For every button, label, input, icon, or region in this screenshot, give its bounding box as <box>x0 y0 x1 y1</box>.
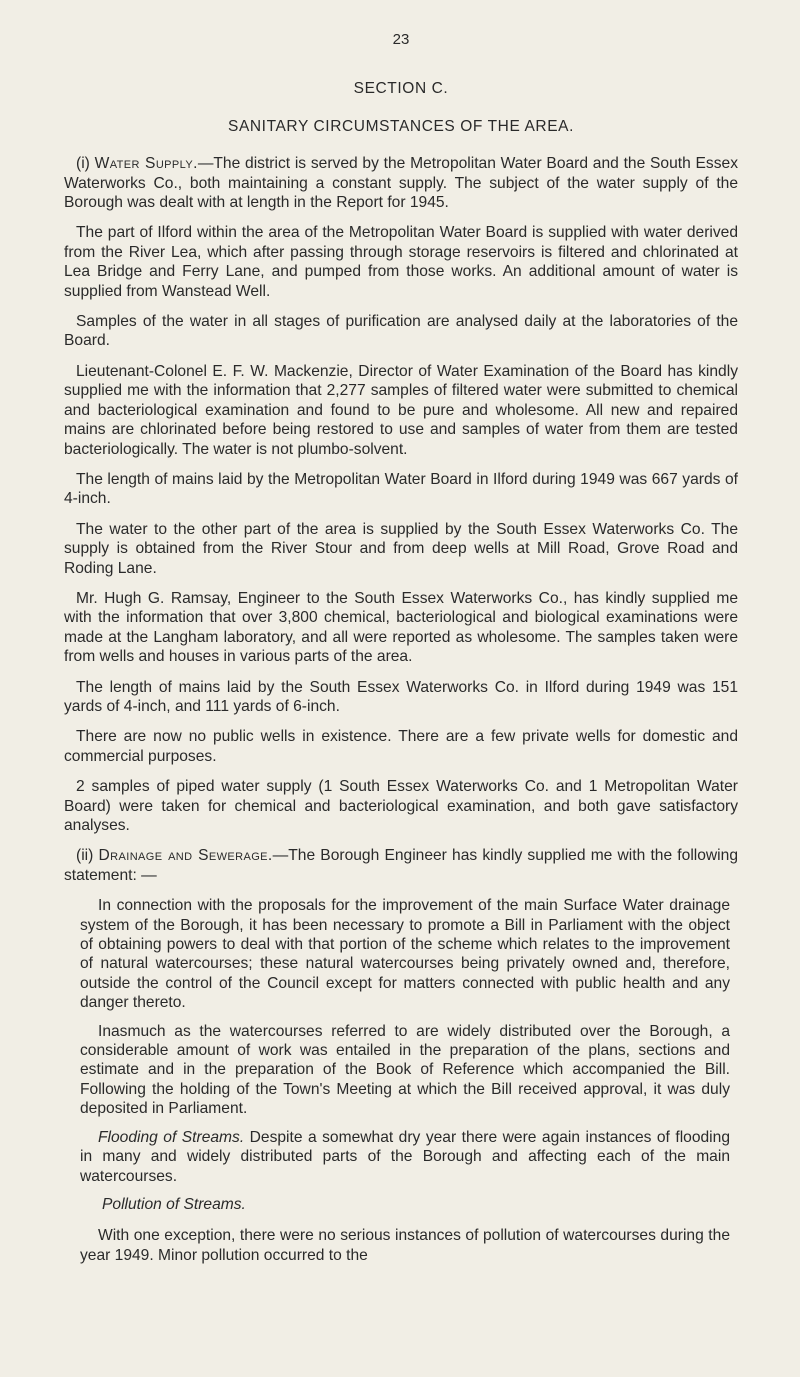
body-paragraph: The length of mains laid by the Metropolitan Water Board in Ilford during 1949 was 667 yards of 4-inch. <box>64 470 738 508</box>
drainage-lead-paragraph <box>64 846 738 885</box>
body-paragraph: There are now no public wells in existence. There are a few private wells for domestic and commercial purposes. <box>64 728 738 765</box>
water-supply-marker: (i) <box>76 155 90 173</box>
flooding-paragraph <box>80 1128 730 1186</box>
flooding-text: Despite a somewhat dry year there were again instances of flooding in many and widely distributed parts of the Borough and affecting each of the main watercourses. <box>80 1128 730 1185</box>
water-supply-lead-text: —The district is served by the Metropolitan Water Board and the South Essex Waterworks Co., both maintaining a constant supply. The subject of the water supply of the Borough was dealt with at length in the Report for 1945. <box>64 155 738 212</box>
body-paragraph: The part of Ilford within the area of the Metropolitan Water Board is supplied with water derived from the River Lea, which after passing through storage reservoirs is filtered and chlorinated at Lea Bridge and Ferry Lane, and pumped from those works. An additional amount of water is supplied from Wanstead Well. <box>64 224 738 300</box>
drainage-lead-text: —The Borough Engineer has kindly supplied me with the following statement: — <box>64 847 738 884</box>
page-number: 23 <box>392 31 410 48</box>
body-paragraph: Lieutenant-Colonel E. F. W. Mackenzie, Director of Water Examination of the Board has kindly supplied me with the information that 2,277 samples of filtered water were submitted to chemical and bacteriological examination and found to be pure and wholesome. All new and repaired mains are chlorinated before being restored to use and samples of water from them are tested bacteriologically. The water is not plumbo-solvent. <box>64 362 738 458</box>
pollution-heading: Pollution of Streams. <box>102 1195 246 1213</box>
body-paragraph: Mr. Hugh G. Ramsay, Engineer to the South Essex Waterworks Co., has kindly supplied me with the information that over 3,800 chemical, bacteriological and biological examinations were made at the Langham laboratory, and all were reported as wholesome. The samples taken were from wells and houses in various parts of the area. <box>64 589 738 666</box>
quoted-paragraph: Inasmuch as the watercourses referred to are widely distributed over the Borough, a considerable amount of work was entailed in the preparation of the plans, sections and estimate and in the preparation of the Book of Reference which accompanied the Bill. Following the holding of the Town's Meeting at which the Bill received approval, it was duly deposited in Parliament. <box>80 1022 730 1118</box>
pollution-paragraph: With one exception, there were no serious instances of pollution of watercourses during the year 1949. Minor pollution occurred to the <box>80 1227 730 1264</box>
body-paragraph: The length of mains laid by the South Essex Waterworks Co. in Ilford during 1949 was 151 yards of 4-inch, and 111 yards of 6-inch. <box>64 678 738 715</box>
body-paragraph: 2 samples of piped water supply (1 South Essex Waterworks Co. and 1 Metropolitan Water Board) were taken for chemical and bacteriological examination, and both gave satisfactory analyses. <box>64 778 738 834</box>
flooding-heading: Flooding of Streams. <box>98 1128 245 1146</box>
section-title: SANITARY CIRCUMSTANCES OF THE AREA. <box>228 117 574 135</box>
body-paragraph: The water to the other part of the area is supplied by the South Essex Waterworks Co. The supply is obtained from the River Stour and from deep wells at Mill Road, Grove Road and Roding Lane. <box>64 520 738 577</box>
water-supply-lead-paragraph <box>64 154 738 212</box>
drainage-heading: Drainage and Sewerage. <box>98 847 273 865</box>
body-paragraph: Samples of the water in all stages of purification are analysed daily at the laboratories of the Board. <box>64 313 738 350</box>
quoted-paragraph: In connection with the proposals for the improvement of the main Surface Water drainage system of the Borough, it has been necessary to promote a Bill in Parliament with the object of obtaining powers to deal with that portion of the scheme which relates to the improvement of natural watercourses; these natural watercourses being privately owned and, therefore, outside the control of the Council except for matters connected with public health and any danger thereto. <box>80 897 730 1012</box>
drainage-marker: (ii) <box>76 847 94 865</box>
water-supply-heading: Water Supply. <box>94 155 198 173</box>
section-heading: SECTION C. <box>353 80 449 98</box>
